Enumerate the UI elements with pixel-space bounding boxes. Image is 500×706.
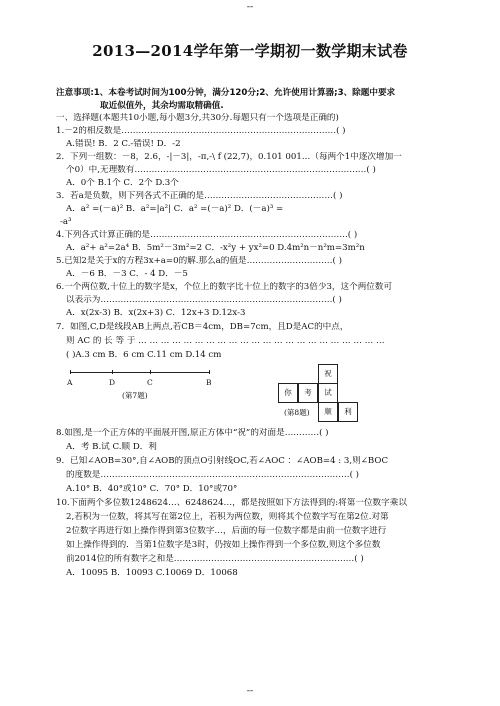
q4-options: A．a²+ a²=2a⁴ B．5m²－3m²=2 C．-x²y + yx²=0 D.4m²n－n²m=3m²n bbox=[66, 243, 365, 253]
q8-options: A．考 B.试 C.顺 D．利 bbox=[66, 442, 157, 452]
net-cell-ni: 你 bbox=[278, 383, 298, 403]
notice-line-2: 取近似值外，其余均需取精确值. bbox=[100, 101, 224, 111]
q8-stem: 8.如图,是一个正方体的平面展开图,原正方体中“祝”的对面是…………( ) bbox=[56, 428, 329, 438]
point-c-tick bbox=[150, 370, 151, 374]
page-marker-bottom: -- bbox=[246, 686, 254, 696]
q4-stem: 4.下列各式计算正确的是……………………………………………………………( ) bbox=[56, 230, 358, 240]
q6-stem: 6.一个两位数,十位上的数字是x，个位上的数字比十位上的数字的3倍少3，这个两位数可 bbox=[56, 282, 393, 292]
q7-stem-cont: 则 AC 的 长 等 于 … … … … … … … … … … … … … … … … … … … … … … bbox=[66, 336, 385, 346]
section-heading: 一、选择题(本题共10小题,每小题3分,共30分.每题只有一个选项是正确的) bbox=[56, 113, 339, 123]
net-cell-shi: 试 bbox=[318, 383, 338, 403]
page-marker-top: -- bbox=[246, 2, 254, 12]
q2-stem-cont: 个0）中,无理数有………………………………………………………………………( ) bbox=[66, 165, 376, 175]
q1-stem: 1.－2的相反数是…………………………………………………………………( ) bbox=[56, 126, 346, 136]
q9-stem: 9．已知∠AOB=30°,自∠AOB的顶点O引射线OC,若∠AOC ：∠AOB=4 : 3,则∠BOC bbox=[56, 456, 389, 466]
q2-options: A．0个 B.1个 C．2个 D.3个 bbox=[66, 178, 179, 188]
q6-options: A．x(2x-3) B．x(2x+3) C．12x+3 D.12x-3 bbox=[66, 308, 246, 318]
q10-options: A．10095 B．10093 C.10069 D．10068 bbox=[66, 568, 238, 578]
net-cell-zhu: 祝 bbox=[318, 364, 338, 384]
q9-options: A.10° B．40°或10° C．70° D．10°或70° bbox=[66, 484, 238, 494]
point-a-label: A bbox=[67, 378, 73, 387]
net-cell-shun: 顺 bbox=[318, 402, 338, 422]
point-b-label: B bbox=[206, 378, 212, 387]
notice-line-1: 注意事项:1、本卷考试时间为100分钟，满分120分;2、允许使用计算器;3、除题中要求 bbox=[56, 88, 396, 98]
segment-ab bbox=[70, 372, 210, 373]
q10-stem-cont-1: 2,若积为一位数，将其写在第2位上，若积为两位数，则将其个位数字写在第2位.对第 bbox=[66, 512, 389, 522]
point-c-label: C bbox=[147, 378, 153, 387]
point-d-label: D bbox=[109, 378, 116, 387]
q6-stem-cont: 以表示为………………………………………………………………………( ) bbox=[66, 295, 342, 305]
q5-stem: 5.已知2是关于x的方程3x+a=0的解.那么a的值是…………………………( ) bbox=[56, 256, 342, 266]
q7-options: ( )A.3 cm B．6 cm C.11 cm D.14 cm bbox=[66, 350, 222, 360]
q3-options-cont: -a³ bbox=[60, 217, 72, 227]
q9-stem-cont: 的度数是……………………………………………………………………………( ) bbox=[66, 470, 360, 480]
q10-stem-cont-3: 如上操作得到的．当第1位数字是3时，仍按如上操作得到一个多位数,则这个多位数 bbox=[66, 540, 381, 550]
point-b-tick bbox=[209, 370, 210, 374]
net-cell-li: 利 bbox=[338, 402, 358, 422]
net-cell-kao: 考 bbox=[298, 383, 318, 403]
q10-stem: 10.下面两个多位数1248624…、6248624…，都是按照如下方法得到的:将第一位数字乘以 bbox=[56, 498, 407, 508]
q1-options: A.错误! B．2 C.-错误! D．-2 bbox=[66, 139, 181, 149]
exam-title: 2013—2014学年第一学期初一数学期末试卷 bbox=[92, 42, 408, 60]
figure-7-caption: (第7题) bbox=[122, 391, 148, 400]
q7-stem: 7．如图,C,D是线段AB上两点,若CB＝4cm，DB=7cm，且D是AC的中点， bbox=[56, 322, 349, 332]
q3-options: A．a² =(－a)² B．a²=|a²| C．a² =(－a)² D．(－a)³ = bbox=[66, 204, 284, 214]
q3-stem: 3．若a是负数，则下列各式不正确的是………………………………………( ) bbox=[56, 191, 343, 201]
q5-options: A．－6 B．－3 C．- 4 D．－5 bbox=[66, 269, 188, 279]
point-d-tick bbox=[112, 370, 113, 374]
figure-8-caption: (第8题) bbox=[284, 408, 310, 417]
point-a-tick bbox=[70, 370, 71, 374]
q10-stem-cont-2: 2位数字再进行如上操作得到第3位数字…，后面的每一位数字都是由前一位数字进行 bbox=[66, 526, 387, 536]
q2-stem: 2．下列一组数：－8，2.6，-|－3|，-π,-\ f (22,7)，0.101 001…（每两个1中逐次增加一 bbox=[56, 152, 402, 162]
q10-stem-cont-4: 前2014位的所有数字之和是………………………………………………………( ) bbox=[66, 554, 364, 564]
